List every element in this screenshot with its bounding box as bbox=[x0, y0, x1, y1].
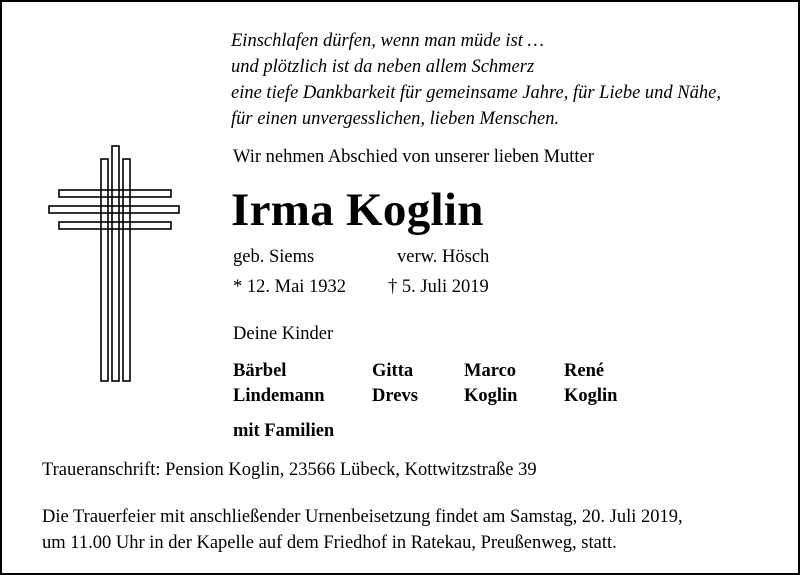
mourning-address: Traueranschrift: Pension Koglin, 23566 Lübeck, Kottwitzstraße 39 bbox=[42, 460, 537, 480]
child-entry bbox=[564, 359, 617, 409]
child-entry bbox=[372, 359, 418, 409]
cross-icon bbox=[47, 144, 182, 384]
ceremony-line: Die Trauerfeier mit anschließender Urnenbeisetzung findet am Samstag, 20. Juli 2019, bbox=[42, 507, 683, 527]
child-entry bbox=[464, 359, 517, 409]
poem bbox=[231, 28, 721, 132]
child-first-name: René bbox=[564, 361, 605, 381]
child-first-name: Bärbel bbox=[233, 361, 287, 381]
birth-name: geb. Siems bbox=[233, 247, 315, 267]
birth-date: * 12. Mai 1932 bbox=[233, 277, 347, 297]
poem-line: Einschlafen dürfen, wenn man müde ist … bbox=[231, 31, 544, 51]
poem-line: eine tiefe Dankbarkeit für gemeinsame Jahre, für Liebe und Nähe, bbox=[231, 83, 721, 103]
child-entry bbox=[233, 359, 325, 409]
death-date: † 5. Juli 2019 bbox=[388, 277, 489, 297]
children-label: Deine Kinder bbox=[233, 324, 334, 344]
families-text: mit Familien bbox=[233, 421, 335, 441]
child-first-name: Gitta bbox=[372, 361, 414, 381]
child-last-name: Lindemann bbox=[233, 386, 325, 406]
child-last-name: Koglin bbox=[464, 386, 518, 406]
child-last-name: Koglin bbox=[564, 386, 618, 406]
ceremony-info bbox=[42, 504, 683, 556]
child-first-name: Marco bbox=[464, 361, 517, 381]
child-last-name: Drevs bbox=[372, 386, 418, 406]
ceremony-line: um 11.00 Uhr in der Kapelle auf dem Friedhof in Ratekau, Preußenweg, statt. bbox=[42, 533, 617, 553]
poem-line: und plötzlich ist da neben allem Schmerz bbox=[231, 57, 535, 77]
intro-text: Wir nehmen Abschied von unserer lieben Mutter bbox=[233, 147, 594, 167]
deceased-name: Irma Koglin bbox=[231, 184, 484, 236]
poem-line: für einen unvergesslichen, lieben Menschen. bbox=[231, 109, 560, 129]
widowed-name: verw. Hösch bbox=[397, 247, 490, 267]
